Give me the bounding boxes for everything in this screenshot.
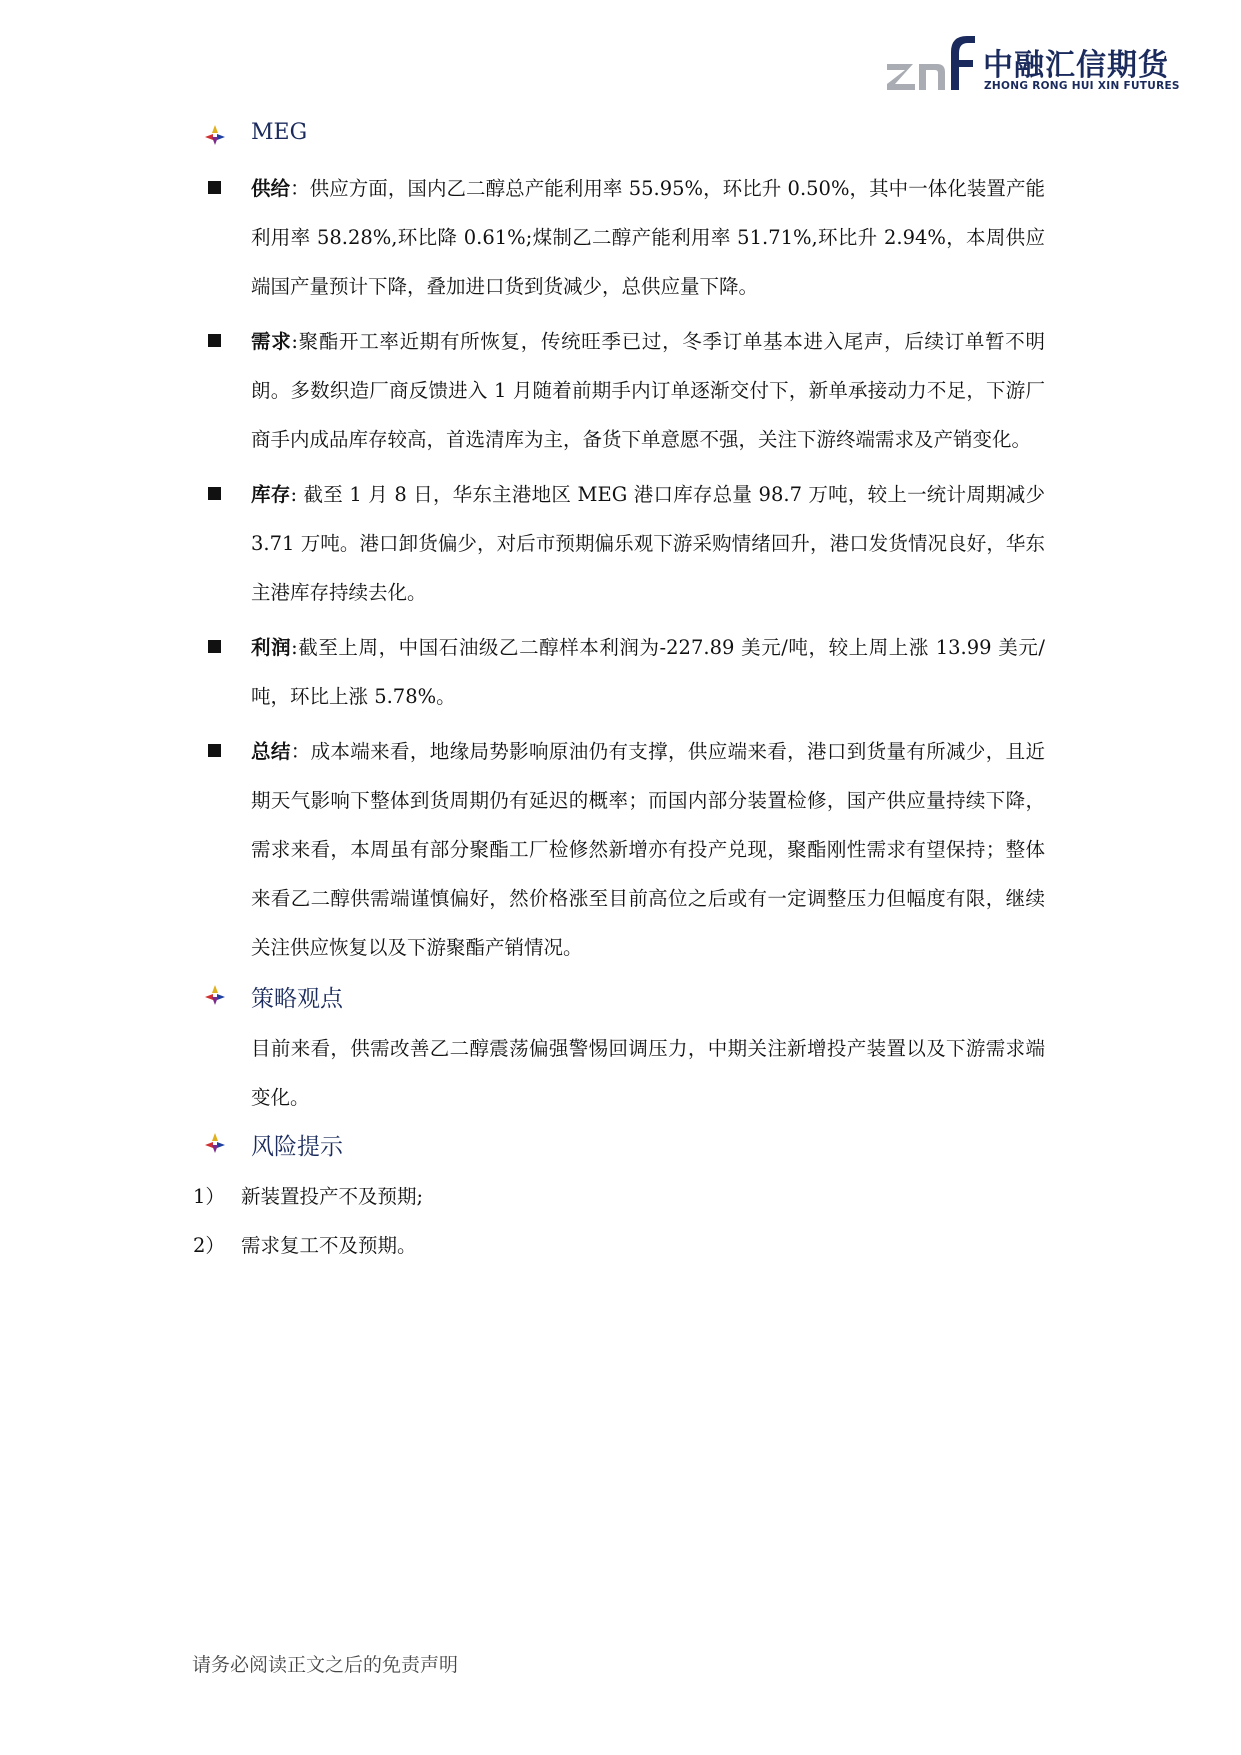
demand-label: 需求 (251, 330, 292, 353)
supply-paragraph (251, 164, 1045, 311)
section-bullet-icon (204, 1132, 226, 1154)
report-body (193, 118, 1045, 1270)
summary-item (205, 727, 1045, 972)
square-bullet-icon (208, 640, 221, 653)
square-bullet-icon (208, 487, 221, 500)
section-bullet-icon (204, 124, 226, 146)
company-logo (885, 30, 1180, 96)
square-bullet-icon (208, 334, 221, 347)
risk-item (193, 1172, 1045, 1221)
inventory-label: 库存 (251, 483, 291, 506)
demand-text: :聚酯开工率近期有所恢复，传统旺季已过，冬季订单基本进入尾声，后续订单暂不明朗。多数织造厂商反馈进入 1 月随着前期手内订单逐渐交付下，新单承接动力不足，下游厂商手内成品库存较高，首选清库为主，备货下单意愿不强，关注下游终端需求及产销变化。 (251, 330, 1045, 451)
strategy-paragraph: 目前来看，供需改善乙二醇震荡偏强警惕回调压力，中期关注新增投产装置以及下游需求端变化。 (251, 1037, 1045, 1109)
supply-label: 供给 (251, 177, 291, 200)
demand-paragraph (251, 317, 1045, 464)
meg-heading (205, 118, 1045, 156)
risk-text: 需求复工不及预期。 (241, 1234, 417, 1257)
risk-item (193, 1221, 1045, 1270)
profit-paragraph (251, 623, 1045, 721)
inventory-text: : 截至 1 月 8 日，华东主港地区 MEG 港口库存总量 98.7 万吨，较上一统计周期减少 3.71 万吨。港口卸货偏少，对后市预期偏乐观下游采购情绪回升，港口发货情况良好，华东主港库存持续去化。 (251, 483, 1045, 604)
square-bullet-icon (208, 744, 221, 757)
square-bullet-icon (208, 181, 221, 194)
logo-chinese-name: 中融汇信期货 (983, 48, 1169, 83)
profit-text: :截至上周，中国石油级乙二醇样本利润为-227.89 美元/吨，较上周上涨 13.99 美元/吨，环比上涨 5.78%。 (251, 636, 1045, 708)
risk-heading (205, 1126, 1045, 1164)
logo-english-name: ZHONG RONG HUI XIN FUTURES (984, 80, 1180, 92)
risk-title: 风险提示 (251, 1134, 343, 1160)
strategy-title: 策略观点 (251, 986, 343, 1012)
supply-item (205, 164, 1045, 311)
risk-number: 2） (193, 1234, 225, 1257)
inventory-paragraph (251, 470, 1045, 617)
summary-text: ：成本端来看，地缘局势影响原油仍有支撑，供应端来看，港口到货量有所减少，且近期天气影响下整体到货周期仍有延迟的概率；而国内部分装置检修，国产供应量持续下降，需求来看，本周虽有部分聚酯工厂检修然新增亦有投产兑现，聚酯刚性需求有望保持；整体来看乙二醇供需端谨慎偏好，然价格涨至目前高位之后或有一定调整压力但幅度有限，继续关注供应恢复以及下游聚酯产销情况。 (251, 740, 1045, 959)
summary-label: 总结 (251, 740, 291, 763)
summary-paragraph (251, 727, 1045, 972)
risk-text: 新装置投产不及预期; (241, 1185, 424, 1208)
znf-logo-mark-icon (885, 30, 977, 96)
strategy-heading (205, 978, 1045, 1016)
risk-number: 1） (193, 1185, 225, 1208)
disclaimer-footer: 请务必阅读正文之后的免责声明 (192, 1654, 459, 1676)
meg-title: MEG (251, 120, 308, 145)
profit-label: 利润 (251, 636, 292, 659)
supply-text: ：供应方面，国内乙二醇总产能利用率 55.95%，环比升 0.50%，其中一体化装置产能利用率 58.28%,环比降 0.61%;煤制乙二醇产能利用率 51.71%,环比升 2.94%，本周供应端国产量预计下降，叠加进口货到货减少，总供应量下降。 (251, 177, 1045, 298)
section-bullet-icon (204, 984, 226, 1006)
demand-item (205, 317, 1045, 464)
profit-item (205, 623, 1045, 721)
inventory-item (205, 470, 1045, 617)
